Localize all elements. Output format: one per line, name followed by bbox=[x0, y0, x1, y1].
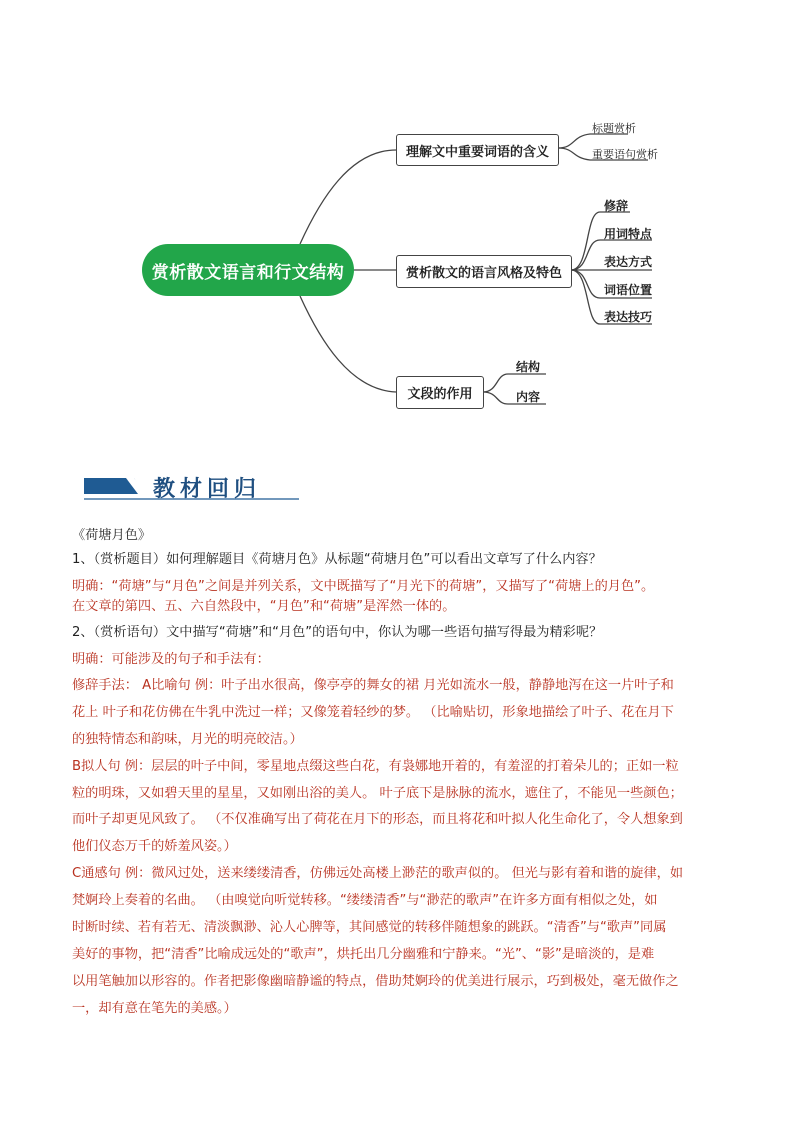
leaf-expression-technique: 表达技巧 bbox=[604, 310, 653, 324]
metaphor-line-3: 的独特情态和韵味，月光的明亮皎洁。） bbox=[72, 732, 303, 747]
metaphor-line-1: 修辞手法： A比喻句 例：叶子出水很高，像亭亭的舞女的裙 月光如流水一般，静静地泻在这一片叶子和 bbox=[72, 678, 674, 693]
section-title: 教材回归 bbox=[153, 476, 262, 502]
synesthesia-line-1: C通感句 例：微风过处，送来缕缕清香，仿佛远处高楼上渺茫的歌声似的。 但光与影有着和谐的旋律，如 bbox=[72, 866, 684, 881]
synesthesia-line-3: 时断时续、若有若无、清淡飘渺、沁人心脾等，其间感觉的转移伴随想象的跳跃。“清香”与“歌声”同属 bbox=[72, 920, 667, 935]
leaf-title-analysis: 标题赏析 bbox=[592, 122, 636, 135]
branch-word-meaning: 理解文中重要词语的含义 bbox=[396, 134, 559, 166]
book-title: 《荷塘月色》 bbox=[72, 528, 152, 543]
question-1: 1、（赏析题目）如何理解题目《荷塘月色》从标题“荷塘月色”可以看出文章写了什么内容？ bbox=[72, 552, 602, 567]
leaf-word-choice: 用词特点 bbox=[604, 227, 653, 241]
personification-line-4: 他们仪态万千的娇羞风姿。） bbox=[72, 839, 237, 854]
answer-1-line-1: 明确：“荷塘”与“月色”之间是并列关系，文中既描写了“月光下的荷塘”，又描写了“荷塘上的月色”。 bbox=[72, 579, 655, 594]
personification-line-1: B拟人句 例：层层的叶子中间，零星地点缀这些白花，有袅娜地开着的，有羞涩的打着朵儿的；正如一粒 bbox=[72, 759, 679, 774]
leaf-word-position: 词语位置 bbox=[604, 283, 653, 297]
leaf-rhetoric: 修辞 bbox=[604, 199, 629, 213]
leaf-expression-mode: 表达方式 bbox=[604, 255, 653, 269]
leaf-content: 内容 bbox=[516, 390, 541, 404]
question-2: 2、（赏析语句）文中描写“荷塘”和“月色”的语句中，你认为哪一些语句描写得最为精彩呢？ bbox=[72, 625, 603, 640]
leaf-structure: 结构 bbox=[516, 360, 541, 374]
synesthesia-line-2: 梵婀玲上奏着的名曲。 （由嗅觉向听觉转移。“缕缕清香”与“渺茫的歌声”在许多方面有相似之处，如 bbox=[72, 893, 658, 908]
mind-map-root: 赏析散文语言和行文结构 bbox=[142, 244, 354, 296]
synesthesia-line-6: 一，却有意在笔先的美感。） bbox=[72, 1001, 237, 1016]
answer-1-line-2: 在文章的第四、五、六自然段中，“月色”和“荷塘”是浑然一体的。 bbox=[72, 599, 456, 614]
metaphor-line-2: 花上 叶子和花仿佛在牛乳中洗过一样；又像笼着轻纱的梦。 （比喻贴切，形象地描绘了叶子、花在月下 bbox=[72, 705, 674, 720]
branch-paragraph-function: 文段的作用 bbox=[396, 376, 484, 409]
personification-line-3: 而叶子却更见风致了。 （不仅准确写出了荷花在月下的形态，而且将花和叶拟人化生命化了，令人想象到 bbox=[72, 812, 683, 827]
personification-line-2: 粒的明珠，又如碧天里的星星，又如刚出浴的美人。 叶子底下是脉脉的流水，遮住了，不能见一些颜色； bbox=[72, 786, 683, 801]
synesthesia-line-5: 以用笔触加以形容的。作者把影像幽暗静谧的特点，借助梵婀玲的优美进行展示，巧到极处，毫无做作之 bbox=[72, 974, 679, 989]
synesthesia-line-4: 美好的事物，把“清香”比喻成远处的“歌声”，烘托出几分幽雅和宁静来。“光”、“影”是暗淡的，是难 bbox=[72, 947, 655, 962]
branch-language-style: 赏析散文的语言风格及特色 bbox=[396, 255, 572, 288]
leaf-key-sentence-analysis: 重要语句赏析 bbox=[592, 148, 658, 161]
answer-2-intro: 明确：可能涉及的句子和手法有： bbox=[72, 652, 270, 667]
